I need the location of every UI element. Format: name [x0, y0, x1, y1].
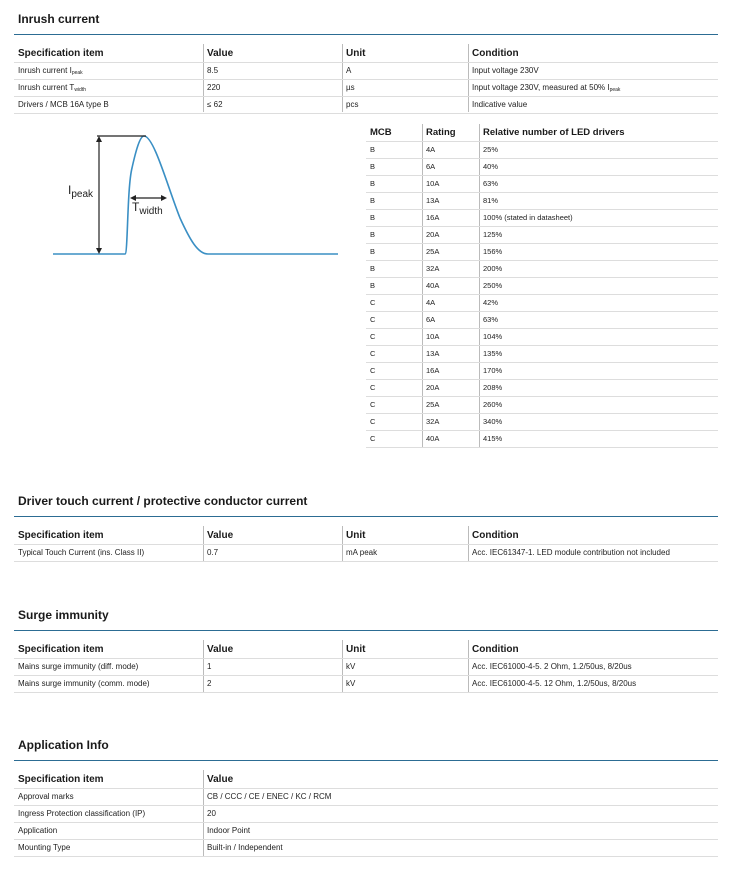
- table-cell-unit: mA peak: [346, 548, 378, 557]
- col-header-value: Value: [207, 644, 234, 655]
- mcb-cell-type: C: [370, 400, 376, 409]
- table-cell-value: 8.5: [207, 66, 219, 75]
- table-cell-item: Approval marks: [18, 792, 74, 801]
- table-cell-item: Drivers / MCB 16A type B: [18, 100, 109, 109]
- table-cell-item: Mounting Type: [18, 843, 71, 852]
- mcb-cell-relative: 260%: [483, 400, 503, 409]
- mcb-cell-rating: 40A: [426, 281, 440, 290]
- mcb-cell-type: C: [370, 332, 376, 341]
- mcb-cell-relative: 135%: [483, 349, 503, 358]
- col-header-value: Value: [207, 774, 234, 785]
- table-cell-condition: Acc. IEC61000-4-5. 2 Ohm, 1.2/50us, 8/20us: [472, 662, 632, 671]
- mcb-cell-type: B: [370, 162, 376, 171]
- mcb-cell-relative: 81%: [483, 196, 499, 205]
- col-header-relative: Relative number of LED drivers: [483, 127, 625, 138]
- diagram-label-twidth: $T_{width}$: [132, 200, 163, 217]
- section-title-inrush: Inrush current: [18, 12, 100, 26]
- mcb-cell-rating: 40A: [426, 434, 440, 443]
- col-header-unit: Unit: [346, 48, 366, 59]
- mcb-cell-relative: 415%: [483, 434, 503, 443]
- arrow-down-icon: [96, 248, 102, 254]
- mcb-cell-type: B: [370, 281, 376, 290]
- table-cell-condition: Acc. IEC61347-1. LED module contribution not included: [472, 548, 670, 557]
- table-cell-item: Inrush current $T_{width}$: [18, 83, 87, 93]
- col-header-condition: Condition: [472, 48, 519, 59]
- table-cell-item: Ingress Protection classification (IP): [18, 809, 146, 818]
- mcb-cell-rating: 13A: [426, 196, 440, 205]
- table-cell-unit: kV: [346, 679, 356, 688]
- table-cell-condition: Input voltage 230V, measured at 50% $I_{peak}$: [472, 83, 621, 93]
- mcb-cell-rating: 25A: [426, 247, 440, 256]
- mcb-cell-type: C: [370, 298, 376, 307]
- mcb-cell-relative: 170%: [483, 366, 503, 375]
- col-header-spec: Specification item: [18, 644, 104, 655]
- mcb-cell-rating: 6A: [426, 315, 436, 324]
- mcb-cell-type: B: [370, 196, 376, 205]
- mcb-cell-rating: 20A: [426, 383, 440, 392]
- mcb-cell-type: C: [370, 349, 376, 358]
- mcb-cell-type: B: [370, 179, 376, 188]
- section-title-application: Application Info: [18, 738, 109, 752]
- table-cell-value: ≤ 62: [207, 100, 223, 109]
- mcb-cell-relative: 125%: [483, 230, 503, 239]
- mcb-cell-relative: 200%: [483, 264, 503, 273]
- section-title-surge: Surge immunity: [18, 608, 109, 622]
- mcb-cell-type: B: [370, 247, 376, 256]
- table-cell-item: Typical Touch Current (ins. Class II): [18, 548, 145, 557]
- mcb-cell-type: C: [370, 383, 376, 392]
- mcb-cell-type: C: [370, 366, 376, 375]
- table-cell-value: 20: [207, 809, 216, 818]
- mcb-cell-rating: 4A: [426, 298, 436, 307]
- table-cell-value: 2: [207, 679, 212, 688]
- col-header-unit: Unit: [346, 530, 366, 541]
- mcb-cell-rating: 16A: [426, 366, 440, 375]
- inrush-pulse-diagram: [50, 128, 340, 264]
- table-cell-unit: pcs: [346, 100, 359, 109]
- table-cell-item: Application: [18, 826, 58, 835]
- mcb-cell-rating: 13A: [426, 349, 440, 358]
- mcb-cell-relative: 104%: [483, 332, 503, 341]
- col-header-rating: Rating: [426, 127, 456, 138]
- col-header-condition: Condition: [472, 644, 519, 655]
- mcb-cell-rating: 10A: [426, 332, 440, 341]
- table-cell-condition: Acc. IEC61000-4-5. 12 Ohm, 1.2/50us, 8/20us: [472, 679, 637, 688]
- mcb-cell-type: B: [370, 230, 376, 239]
- section-rule: [14, 630, 718, 631]
- mcb-cell-rating: 6A: [426, 162, 436, 171]
- table-cell-value: 0.7: [207, 548, 219, 557]
- mcb-cell-relative: 208%: [483, 383, 503, 392]
- arrow-up-icon: [96, 136, 102, 142]
- mcb-cell-rating: 10A: [426, 179, 440, 188]
- mcb-cell-relative: 100% (stated in datasheet): [483, 213, 573, 222]
- table-cell-item: Inrush current $I_{peak}$: [18, 66, 83, 76]
- col-header-spec: Specification item: [18, 530, 104, 541]
- col-header-value: Value: [207, 48, 234, 59]
- section-title-touch: Driver touch current / protective conductor current: [18, 494, 308, 508]
- mcb-cell-type: B: [370, 213, 376, 222]
- mcb-cell-relative: 156%: [483, 247, 503, 256]
- section-rule: [14, 760, 718, 761]
- mcb-cell-type: B: [370, 264, 376, 273]
- table-cell-unit: kV: [346, 662, 356, 671]
- diagram-label-ipeak: $I_{peak}$: [68, 183, 94, 200]
- table-cell-value: Built-in / Independent: [207, 843, 283, 852]
- table-cell-value: 220: [207, 83, 221, 92]
- table-cell-value: Indoor Point: [207, 826, 251, 835]
- col-header-mcb: MCB: [370, 127, 392, 138]
- table-cell-value: CB / CCC / CE / ENEC / KC / RCM: [207, 792, 332, 801]
- table-cell-unit: µs: [346, 83, 355, 92]
- table-cell-unit: A: [346, 66, 352, 75]
- mcb-cell-relative: 340%: [483, 417, 503, 426]
- mcb-cell-type: C: [370, 315, 376, 324]
- table-cell-condition: Input voltage 230V: [472, 66, 539, 75]
- mcb-cell-rating: 25A: [426, 400, 440, 409]
- mcb-cell-relative: 40%: [483, 162, 499, 171]
- table-cell-value: 1: [207, 662, 212, 671]
- mcb-cell-rating: 20A: [426, 230, 440, 239]
- mcb-cell-rating: 32A: [426, 417, 440, 426]
- section-rule: [14, 34, 718, 35]
- mcb-cell-rating: 4A: [426, 145, 436, 154]
- pulse-waveform: [53, 136, 338, 254]
- mcb-cell-relative: 42%: [483, 298, 499, 307]
- mcb-cell-type: C: [370, 434, 376, 443]
- mcb-cell-type: C: [370, 417, 376, 426]
- col-header-spec: Specification item: [18, 48, 104, 59]
- mcb-cell-relative: 25%: [483, 145, 499, 154]
- col-header-unit: Unit: [346, 644, 366, 655]
- mcb-cell-relative: 63%: [483, 179, 499, 188]
- col-header-value: Value: [207, 530, 234, 541]
- mcb-cell-rating: 32A: [426, 264, 440, 273]
- table-cell-item: Mains surge immunity (diff. mode): [18, 662, 139, 671]
- col-header-spec: Specification item: [18, 774, 104, 785]
- mcb-cell-rating: 16A: [426, 213, 440, 222]
- col-header-condition: Condition: [472, 530, 519, 541]
- mcb-cell-type: B: [370, 145, 376, 154]
- mcb-cell-relative: 63%: [483, 315, 499, 324]
- table-cell-item: Mains surge immunity (comm. mode): [18, 679, 150, 688]
- table-cell-condition: Indicative value: [472, 100, 528, 109]
- section-rule: [14, 516, 718, 517]
- mcb-cell-relative: 250%: [483, 281, 503, 290]
